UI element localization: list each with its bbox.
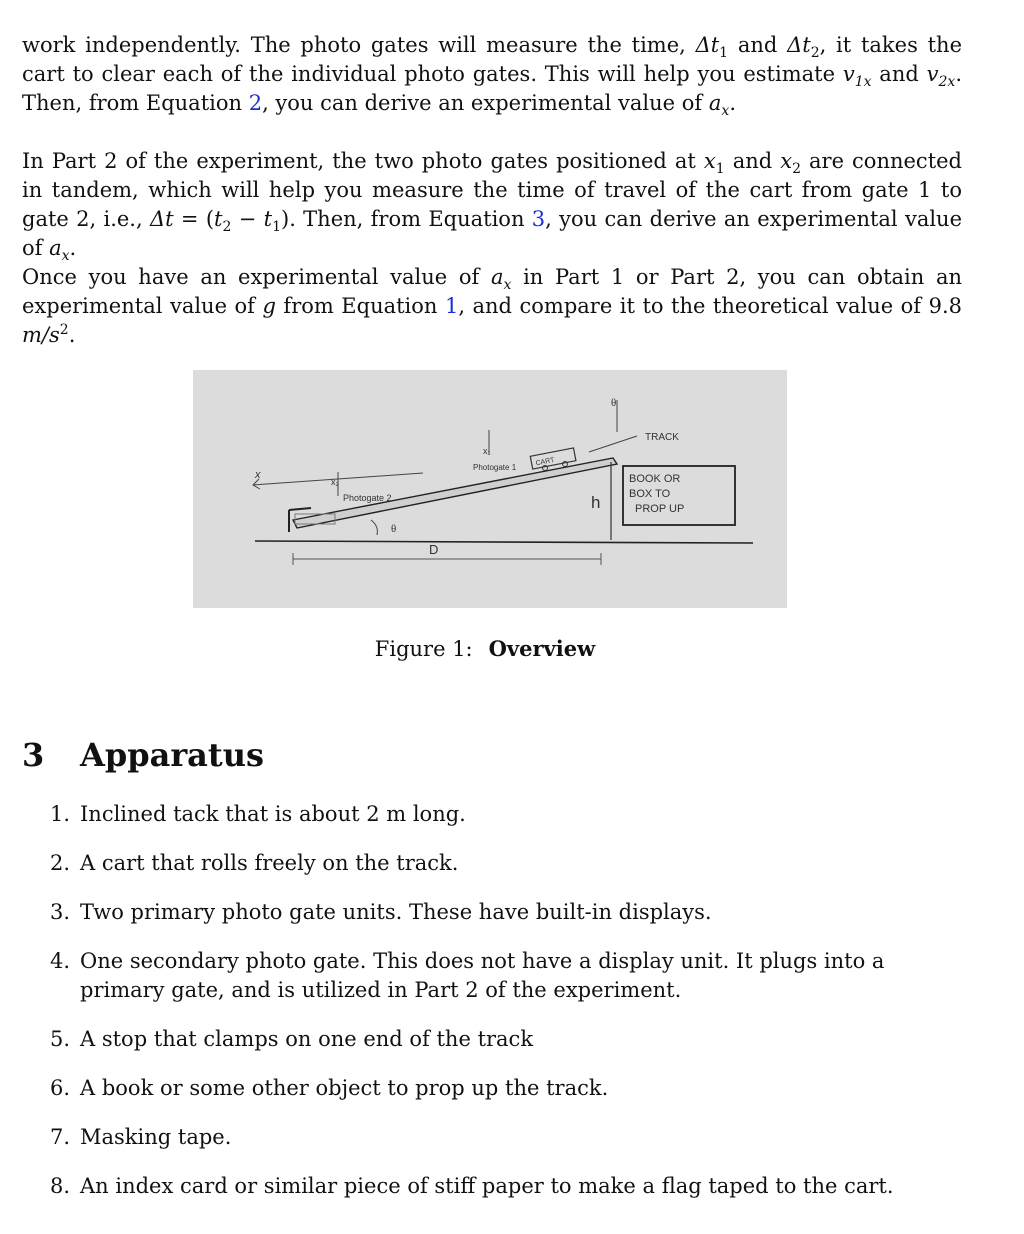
math-delta-t: Δt: [149, 207, 174, 231]
list-item-text: A stop that clamps on one end of the track: [80, 1027, 534, 1051]
list-item-text: Masking tape.: [80, 1125, 232, 1149]
apparatus-list: [0, 800, 960, 1221]
track-pointer-arrow: [589, 436, 637, 452]
list-item: [0, 1074, 960, 1103]
list-item-number: 2.: [50, 851, 71, 875]
math-ax: a: [708, 91, 722, 115]
text-run: and: [728, 33, 788, 57]
math-delta-t1: Δt: [695, 33, 720, 57]
text-run: .: [729, 91, 736, 115]
text-run: work independently. The photo gates will measure the time,: [22, 33, 696, 57]
section-title: Apparatus: [80, 736, 264, 774]
text-run: , you can derive an experimental value of: [22, 207, 963, 260]
equation-3-link[interactable]: 3: [531, 207, 546, 231]
text-run: = (: [173, 207, 215, 231]
list-item-text: A cart that rolls freely on the track.: [80, 851, 459, 875]
label-track: TRACK: [645, 432, 679, 443]
list-item-number: 3.: [50, 900, 71, 924]
text-run: are connected in tandem, which will help you measure the time of travel of the cart from gate 1 to gate 2, i.e.,: [22, 149, 963, 231]
text-run: In Part 2 of the experiment, the two photo gates positioned at: [22, 149, 704, 173]
math-subscript: 2: [222, 219, 232, 236]
label-theta-bottom: θ: [391, 523, 397, 535]
list-item: [0, 1123, 960, 1152]
math-v2x: v: [926, 62, 939, 86]
incline-sketch: [193, 370, 787, 608]
list-item-number: 6.: [50, 1076, 71, 1100]
math-t1: t: [263, 207, 273, 231]
math-subscript: 1: [715, 161, 725, 178]
figure-overview-sketch: [193, 370, 787, 608]
text-run: and: [871, 62, 927, 86]
text-run: .: [69, 236, 77, 260]
list-item: [0, 1025, 960, 1054]
math-subscript: 2: [810, 45, 820, 62]
list-item-number: 7.: [50, 1125, 71, 1149]
list-item-number: 8.: [50, 1174, 71, 1198]
figure-caption-title: Overview: [488, 636, 596, 661]
label-x1: x₁: [483, 446, 491, 456]
math-subscript: 1: [272, 219, 281, 236]
math-subscript: 1x: [854, 74, 872, 91]
equation-1-link[interactable]: 1: [444, 294, 459, 318]
section-heading-apparatus: [22, 736, 264, 774]
list-item: [0, 1172, 960, 1201]
label-h: h: [591, 493, 601, 512]
figure-caption-label: Figure 1:: [374, 637, 473, 661]
text-run: Once you have an experimental value of: [22, 265, 491, 289]
equation-2-link[interactable]: 2: [248, 91, 263, 115]
math-g: g: [262, 294, 276, 318]
label-book-line1: BOOK OR: [629, 473, 681, 485]
text-run: , and compare it to the theoretical value of 9.8: [458, 294, 962, 318]
label-book-line2: BOX TO: [629, 488, 671, 500]
math-subscript: 2x: [938, 74, 956, 91]
text-run: ). Then, from Equation: [281, 207, 532, 231]
math-x1: x: [703, 149, 716, 173]
list-item: [0, 947, 960, 1005]
math-superscript: 2: [59, 322, 69, 338]
list-item: [0, 849, 960, 878]
label-photogate-1: Photogate 1: [473, 463, 517, 472]
paragraph-part2-description: [22, 147, 962, 263]
math-subscript: 2: [792, 161, 801, 178]
list-item-number: 4.: [50, 949, 71, 973]
math-ax: a: [490, 265, 504, 289]
list-item-text: Inclined tack that is about 2 m long.: [80, 802, 466, 826]
list-item: [0, 898, 960, 927]
label-x-axis: x: [255, 469, 261, 481]
math-x2: x: [780, 149, 793, 173]
math-subscript: x: [721, 103, 730, 120]
math-delta-t2: Δt: [787, 33, 811, 57]
list-item: [0, 800, 960, 829]
list-item-text: A book or some other object to prop up the track.: [80, 1076, 609, 1100]
math-unit: m/s: [22, 323, 60, 347]
math-v1x: v: [842, 62, 855, 86]
math-subscript: 1: [719, 45, 729, 62]
label-book-line3: PROP UP: [635, 503, 685, 515]
list-item-text: One secondary photo gate. This does not have a display unit. It plugs into a primary gate, and is utilized in Part 2 of the experiment.: [80, 949, 885, 1002]
label-D: D: [429, 542, 439, 557]
text-run: . Then, from Equation: [22, 62, 962, 115]
label-x2: x₂: [331, 477, 339, 487]
track-stop-top: [289, 508, 311, 510]
figure-caption: [0, 636, 970, 661]
text-run: in Part 1 or Part 2, you can obtain an experimental value of: [22, 265, 962, 318]
label-theta-top: θ: [611, 397, 617, 409]
paragraph-part1-description: [22, 31, 962, 118]
math-ax: a: [49, 236, 62, 260]
label-cart: CART: [535, 456, 556, 468]
text-run: from Equation: [275, 294, 445, 318]
paragraph-g-comparison: [22, 263, 962, 350]
text-run: , it takes the cart to clear each of the individual photo gates. This will help you estimate: [22, 33, 962, 86]
angle-arc-bottom: [371, 520, 377, 535]
math-t2: t: [214, 207, 223, 231]
math-subscript: x: [61, 248, 70, 265]
label-photogate-2: Photogate 2: [343, 493, 392, 503]
list-item-number: 1.: [50, 802, 71, 826]
list-item-text: Two primary photo gate units. These have built-in displays.: [80, 900, 712, 924]
inclined-track: [293, 458, 617, 528]
text-run: .: [68, 323, 76, 347]
list-item-text: An index card or similar piece of stiff paper to make a flag taped to the cart.: [80, 1174, 894, 1198]
text-run: −: [231, 207, 264, 231]
ground-line: [255, 541, 753, 543]
list-item-number: 5.: [50, 1027, 71, 1051]
math-subscript: x: [503, 277, 512, 294]
text-run: and: [724, 149, 781, 173]
section-number: 3: [22, 736, 45, 774]
text-run: , you can derive an experimental value of: [262, 91, 709, 115]
